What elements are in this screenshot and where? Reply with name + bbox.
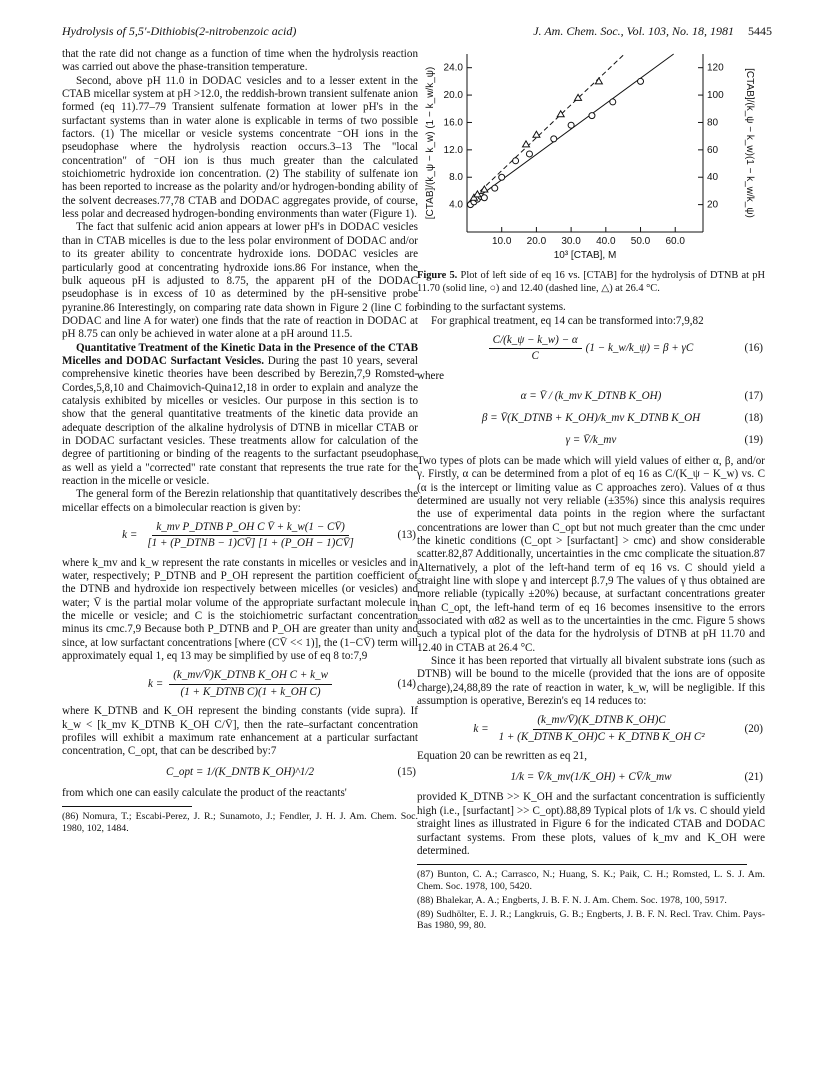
figure-5 <box>421 48 761 266</box>
y-right-tick-label: 100 <box>707 90 724 102</box>
paragraph: from which one can easily calculate the product of the reactants' <box>62 786 347 799</box>
y-left-tick-label: 8.0 <box>449 172 463 184</box>
eq19-body: γ = V̄/k_mv <box>565 434 617 447</box>
y-left-tick-label: 16.0 <box>443 117 463 129</box>
paragraph <box>62 342 418 489</box>
eq16-rhs: (1 − k_w/k_ψ) = β + γC <box>585 342 694 355</box>
footnote-88: (88) Bhalekar, A. A.; Engberts, J. B. F. N. J. Am. Chem. Soc. 1978, 100, 5917. <box>417 894 727 906</box>
data-point-circle <box>551 136 557 142</box>
x-tick-label: 30.0 <box>561 236 581 247</box>
eq14-denominator: (1 + K_DTNB C)(1 + k_OH C) <box>180 685 321 698</box>
running-title: Hydrolysis of 5,5′-Dithiobis(2-nitrobenzoic acid) <box>62 24 297 38</box>
figure-caption <box>417 270 765 295</box>
x-tick-label: 20.0 <box>526 236 547 247</box>
x-tick-label: 60.0 <box>665 236 685 247</box>
footnote-rule <box>417 864 747 865</box>
eq14-numerator: (k_mv/V̄)K_DTNB K_OH C + k_w <box>169 669 332 684</box>
paragraph: Since it has been reported that virtually all bivalent substrate ions (such as DTNB) will be bound to the micelle (provided that the ions are of opposite charge),24,88,89 the rate of reaction in water, k_w, will be negligible. If this assumption is operative, Berezin's eq 14 reduces to: <box>417 655 765 708</box>
paragraph-text: During the past 10 years, several comprehensive kinetic theories have been described by Berezin,7,9 Romsted-Cordes,5,8,10 and Chaimovich-Quina12,18 in order to explain and analyze the catalysis exhibited by micelles or vesicles. Our purpose in this section is to show that the general quantitative treatments of the kinetic data provide an adequate description of the alkaline hydrolysis of DTNB in micellar CTAB or in DODAC surfactant vesicles. These treatments allow for calculation of the degree of partitioning or binding of the reagents to the surfactant pseudophase as well as yield a "corrected" rate constant that represents the true rate for the reaction in the micelle or vesicle. <box>62 354 419 487</box>
eq20-denominator: 1 + (K_DTNB K_OH)C + K_DTNB K_OH C² <box>498 730 705 743</box>
footnote-87: (87) Bunton, C. A.; Carrasco, N.; Huang, S. K.; Paik, C. H.; Romsted, L. S. J. Am. Chem. Soc. 1978, 100, 5420. <box>417 869 765 892</box>
data-point-circle <box>499 174 505 180</box>
equation-14: k = $\frac{\text{(k\_mv/V̄)K\_DTNB K\_OH C + k\_w}}{\text{(1 + K\_DTNB C)(1 + k\_OH C)}}$ (14) <box>148 669 416 698</box>
journal-name: J. Am. Chem. Soc., Vol. 103, No. 18, 1981 <box>533 24 734 38</box>
equation-number: (13) <box>397 529 416 542</box>
page-number: 5445 <box>748 24 772 38</box>
equation-number: (16) <box>744 342 763 355</box>
y-right-tick-label: 80 <box>707 117 719 129</box>
footnote-89: (89) Sudhölter, E. J. R.; Langkruis, G. B.; Engberts, J. B. F. N. Recl. Trav. Chim. Pays-Bas 1980, 99, 80. <box>417 908 765 932</box>
equation-number: (19) <box>744 434 763 447</box>
paragraph: where <box>417 369 445 382</box>
eq13-numerator: k_mv P_DTNB P_OH C V̄ + k_w(1 − CV̄) <box>152 521 349 536</box>
equation-number: (17) <box>744 390 763 403</box>
paragraph: provided K_DTNB >> K_OH and the surfactant concentration is sufficiently high (i.e., [surfactant] >> C_opt).88,89 Typical plots of 1/k vs. C should yield straight lines as illustrated in Figure 6 for the indicated CTAB and DODAC surfactant systems. From these plots, values of k_mv and K_OH were determined. <box>417 791 765 857</box>
equation-number: (15) <box>397 765 416 778</box>
paragraph: For graphical treatment, eq 14 can be transformed into:7,9,82 <box>431 314 704 327</box>
eq18-body: β = V̄(K_DTNB + K_OH)/k_mv K_DTNB K_OH <box>481 412 701 425</box>
journal-citation <box>533 24 772 39</box>
data-point-circle <box>513 158 519 164</box>
equation-16: $\frac{C/(k\_\psi - k\_w) - \alpha}{C}$ (1 − k_w/k_ψ) = β + γC (16) <box>417 334 765 364</box>
footnote-rule <box>62 806 192 807</box>
paragraph: The fact that sulfenic acid anion appears at lower pH's in DODAC vesicles than in CTAB micelles is due to the less polar environment of DODAC and/or to its greater ability to concentrate hydroxide ions. DODAC vesicles are particularly good at concentrating hydroxide ions.86 For instance, when the bulk aqueous pH is adjusted to 8.75, the apparent pH of the DODAC pseudophase is in excess of 10 as determined by the pH-sensitive probe pyranine.86 Interestingly, on comparing rate data shown in Figure 2 (line C for DODAC and line A for water) one finds that the rate of reaction in DODAC at pH 8.75 can only be achieved in water alone at a pH around 11.5. <box>62 221 418 341</box>
eq13-denominator: [1 + (P_DTNB − 1)CV̄] [1 + (P_OH − 1)CV̄] <box>147 537 354 550</box>
equation-number: (21) <box>744 770 763 783</box>
y-right-tick-label: 60 <box>707 144 719 156</box>
equation-number: (14) <box>397 677 416 690</box>
data-point-triangle <box>595 78 602 84</box>
y-left-tick-label: 20.0 <box>443 90 463 102</box>
paragraph: that the rate did not change as a function of time when the hydrolysis reaction was carried out above the phase-transition temperature. <box>62 48 418 74</box>
data-point-triangle <box>523 141 530 147</box>
y-right-tick-label: 40 <box>707 172 719 184</box>
eq15-body: C_opt = 1/(K_DNTB K_OH)^1/2 <box>165 765 315 778</box>
eq17-body: α = V̄ / (k_mv K_DTNB K_OH) <box>520 390 662 403</box>
equation-20: k = $\frac{\text{(k\_mv/V̄)(K\_DTNB K\_OH)C}}{\text{1 + (K\_DTNB K\_OH)C + K\_DTNB K\_OH C²}}$ (20) <box>473 714 763 743</box>
x-tick-label: 50.0 <box>630 236 651 247</box>
figure-5-chart <box>421 48 761 266</box>
equation-13: k = $\frac{\text{k\_mv P\_DTNB P\_OH C V̄ + k\_w(1 − CV̄)}}{\text{[1 + (P\_DTNB − 1)CV̄] [1 + (P\_OH − 1)CV̄]}}$ (13) <box>122 521 416 550</box>
equation-18 <box>417 411 765 427</box>
y-right-tick-label: 20 <box>707 199 719 211</box>
left-column <box>62 48 418 834</box>
y-left-tick-label: 24.0 <box>443 62 463 74</box>
x-tick-label: 40.0 <box>596 236 616 247</box>
data-point-circle <box>638 78 644 84</box>
y-right-tick-label: 120 <box>707 62 724 74</box>
equation-number: (20) <box>744 722 763 735</box>
data-point-circle <box>589 113 595 119</box>
equation-21 <box>417 769 765 785</box>
y-left-axis-label: [CTAB]/(k_ψ − k_w) (1 − k_w/k_ψ) <box>425 66 436 220</box>
data-point-triangle <box>533 131 540 137</box>
footnote-86: (86) Nomura, T.; Escabi-Perez, J. R.; Sunamoto, J.; Fendler, J. H. J. Am. Chem. Soc. 1980, 102, 1484. <box>62 810 418 834</box>
paragraph: where k_mv and k_w represent the rate constants in micelles or vesicles and in water, respectively; P_DTNB and P_OH represent the partition coefficient of the DTNB and hydroxide ion respectively between micelles (or vesicles) and water; V̄ is the partial molar volume of the appropriate surfactant molecule in the micelle or vesicle; and C is the stoichiometric surfactant concentration minus its cmc.7,9 Because both P_DTNB and P_OH are greater than unity and since, at low surfactant concentrations [where (CV̄ << 1)], the (1−CV̄) term will approximately equal 1, eq 13 may be simplified by use of eq 8 to:7,9 <box>62 556 418 663</box>
y-left-tick-label: 4.0 <box>449 199 463 211</box>
y-right-axis-label: [CTAB]/(k_ψ − k_w)(1 − k_w/k_ψ) <box>744 68 755 218</box>
paragraph: Two types of plots can be made which will yield values of either α, β, and/or γ. Firstly, α can be determined from a plot of eq 16 as C/(K_ψ − K_w) vs. C (α is the intercept or limiting value as C approaches zero). Values of α thus determined are usually not very reliable (±35%) since this analysis requires the use of experimental data points in the region where the surfactant concentrations are lower than C_opt but not much greater than the cmc under the kinetic conditions (C_opt > [surfactant] > cmc) and show considerable scatter.82,87 Additionally, uncertainties in the cmc complicate the situation.87 Alternatively, a plot of the left-hand term of eq 16 vs. C should yield a straight line with slope γ and intercept β.7,9 The values of γ thus obtained are more reliable (typically ±20%) because, at surfactant concentrations greater than C_opt, the left-hand term of eq 16 becomes insensitive to the errors associated with α82 as well as to the uncertainties in the cmc. Figure 5 shows such a typical plot of the data for the hydrolysis of DTNB at pH 11.70 and 12.40 in CTAB at 26.4 °C. <box>417 454 765 654</box>
data-point-circle <box>492 185 498 191</box>
equation-number: (18) <box>744 412 763 425</box>
data-point-circle <box>526 151 532 157</box>
paragraph: Second, above pH 11.0 in DODAC vesicles and to a lesser extent in the CTAB micellar system at pH >12.0, the reddish-brown transient sulfenate anion formed (eq 11).77–79 Transient sulfenate formation at lower pH's in the surfactant systems than in water alone is explicable in terms of two possible factors. (1) The micellar or vesicle systems concentrate ⁻OH ions in the pseudophase where the hydrolysis reaction occurs.3–13 The "local concentration" of ⁻OH ion is thus much greater than the calculated stoichiometric hydroxide ion concentration. (2) The stability of sulfenate ion has been reported to increase as the polarity and/or hydrogen-bonding ability of the solvent decreases.77,78 CTAB and DODAC aggregates provide, of course, less polar and decreased hydrogen-bonding environments than water (Figure 1). <box>62 74 418 221</box>
caption-text: Plot of left side of eq 16 vs. [CTAB] for the hydrolysis of DTNB at pH 11.70 (solid line, ○) and 12.40 (dashed line, △) at 26.4 °C. <box>417 270 765 294</box>
data-point-circle <box>481 195 487 201</box>
series-1-fit-line <box>469 54 674 204</box>
y-left-tick-label: 12.0 <box>443 144 463 156</box>
paragraph: The general form of the Berezin relationship that quantitatively describes the micellar effects on a bimolecular reaction is given by: <box>62 488 418 514</box>
eq21-body: 1/k = V̄/k_mv(1/K_OH) + CV̄/k_mw <box>510 770 672 783</box>
equation-19 <box>417 433 765 449</box>
data-point-circle <box>568 122 574 128</box>
x-axis-label: 10³ [CTAB], M <box>553 250 617 261</box>
right-column <box>417 48 765 932</box>
equation-17 <box>417 389 765 405</box>
eq16-lhs: C/(k_ψ − k_w) − α <box>489 334 582 349</box>
equation-15 <box>62 765 418 781</box>
series-2-fit-line <box>469 54 625 202</box>
paragraph: Equation 20 can be rewritten as eq 21, <box>417 750 588 763</box>
x-tick-label: 10.0 <box>491 236 512 247</box>
eq20-numerator: (k_mv/V̄)(K_DTNB K_OH)C <box>533 714 670 729</box>
paragraph: binding to the surfactant systems. <box>417 301 566 314</box>
section-heading: Quantitative Treatment of the Kinetic Data in the Presence of the CTAB Micelles and DODAC Surfactant Vesicles. <box>62 341 418 367</box>
data-point-circle <box>610 99 616 105</box>
paragraph: where K_DTNB and K_OH represent the binding constants (vide supra). If k_w < [k_mv K_DTNB K_OH C/V̄], then the rate–surfactant concentration profiles will exhibit a maximum rate enhancement at a particular surfactant concentration, C_opt, that can be described by:7 <box>62 705 418 758</box>
caption-label: Figure 5. <box>417 270 458 281</box>
